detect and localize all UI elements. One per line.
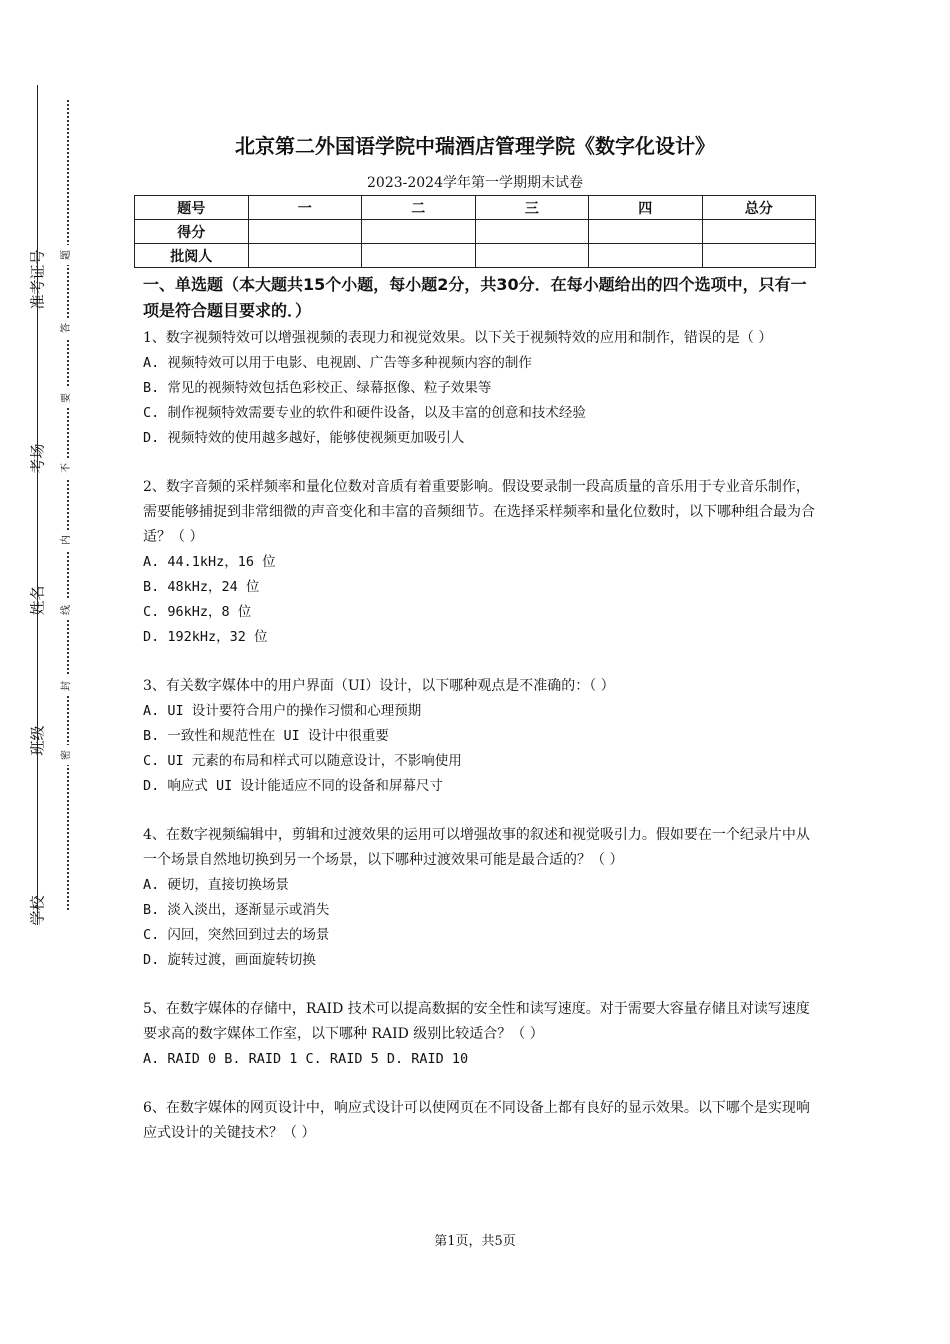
score-cell[interactable] — [702, 220, 816, 244]
option-c: C. 制作视频特效需要专业的软件和硬件设备，以及丰富的创意和技术经验 — [143, 405, 586, 421]
score-cell[interactable] — [475, 220, 589, 244]
question-stem: 1、数字视频特效可以增强视频的表现力和视觉效果。以下关于视频特效的应用和制作，错误的是（ ） — [143, 330, 773, 346]
seal-char: 封 — [57, 676, 77, 696]
section-heading: 一、单选题（本大题共15个小题，每小题2分，共30分．在每小题给出的四个选项中，只有一项是符合题目要求的．） — [143, 275, 807, 320]
seal-char: 题 — [57, 245, 77, 265]
question-stem: 5、在数字媒体的存储中，RAID 技术可以提高数据的安全性和读写速度。对于需要大容量存储且对读写速度要求高的数字媒体工作室，以下哪种 RAID 级别比较适合？（ ） — [143, 1001, 810, 1042]
option-line: A. RAID 0 B. RAID 1 C. RAID 5 D. RAID 10 — [143, 1051, 469, 1067]
seal-char: 密 — [57, 745, 77, 765]
grader-cell[interactable] — [589, 244, 703, 268]
field-name: 姓名 — [28, 585, 47, 616]
score-cell[interactable] — [589, 220, 703, 244]
option-b: B. 一致性和规范性在 UI 设计中很重要 — [143, 728, 389, 744]
question-6 — [143, 1096, 818, 1146]
question-2 — [143, 475, 818, 650]
grader-row — [135, 244, 816, 268]
option-b: B. 淡入淡出，逐渐显示或消失 — [143, 902, 330, 918]
question-stem: 2、数字音频的采样频率和量化位数对音质有着重要影响。假设要录制一段高质量的音乐用于专业音乐制作，需要能够捕捉到非常细微的声音变化和丰富的音频细节。在选择采样频率和量化位数时，以下哪种组合最为合适？（ ） — [143, 479, 815, 545]
exam-subtitle: 2023-2024学年第一学期期末试卷 — [367, 175, 583, 191]
option-a: A. 视频特效可以用于电影、电视剧、广告等多种视频内容的制作 — [143, 355, 532, 371]
exam-content — [143, 272, 818, 1170]
option-c: C. 96kHz，8 位 — [143, 604, 252, 620]
option-b: B. 48kHz，24 位 — [143, 579, 260, 595]
option-a: A. 44.1kHz，16 位 — [143, 554, 276, 570]
grader-cell[interactable] — [475, 244, 589, 268]
grader-row-label: 批阅人 — [135, 244, 249, 268]
binding-line — [37, 85, 38, 925]
binding-margin — [0, 0, 110, 1344]
option-d: D. 192kHz，32 位 — [143, 629, 268, 645]
grader-cell[interactable] — [362, 244, 476, 268]
score-header-cell: 总分 — [702, 196, 816, 220]
score-header-cell: 一 — [248, 196, 362, 220]
score-header-cell: 二 — [362, 196, 476, 220]
field-class: 班级 — [28, 725, 47, 756]
score-row-label: 得分 — [135, 220, 249, 244]
grader-cell[interactable] — [248, 244, 362, 268]
question-3 — [143, 674, 818, 799]
field-school: 学校 — [28, 895, 47, 926]
option-c: C. 闪回，突然回到过去的场景 — [143, 927, 330, 943]
option-a: A. 硬切，直接切换场景 — [143, 877, 289, 893]
question-4 — [143, 823, 818, 973]
exam-title: 北京第二外国语学院中瑞酒店管理学院《数字化设计》 — [235, 134, 715, 158]
seal-char: 不 — [57, 458, 77, 478]
score-table-header-row — [135, 196, 816, 220]
option-c: C. UI 元素的布局和样式可以随意设计，不影响使用 — [143, 753, 462, 769]
option-b: B. 常见的视频特效包括色彩校正、绿幕抠像、粒子效果等 — [143, 380, 492, 396]
score-header-cell: 题号 — [135, 196, 249, 220]
score-header-cell: 三 — [475, 196, 589, 220]
grader-cell[interactable] — [702, 244, 816, 268]
score-cell[interactable] — [248, 220, 362, 244]
score-header-cell: 四 — [589, 196, 703, 220]
page-number: 第1页，共5页 — [434, 1234, 516, 1249]
score-table — [134, 195, 816, 268]
field-exam-room: 考场 — [28, 443, 47, 474]
question-stem: 3、有关数字媒体中的用户界面（UI）设计，以下哪种观点是不准确的：（ ） — [143, 678, 615, 694]
score-cell[interactable] — [362, 220, 476, 244]
question-stem: 4、在数字视频编辑中，剪辑和过渡效果的运用可以增强故事的叙述和视觉吸引力。假如要在一个纪录片中从一个场景自然地切换到另一个场景，以下哪种过渡效果可能是最合适的？（ ） — [143, 827, 810, 868]
seal-char: 线 — [57, 600, 77, 620]
score-row — [135, 220, 816, 244]
seal-char: 答 — [57, 318, 77, 338]
option-d: D. 旋转过渡，画面旋转切换 — [143, 952, 316, 968]
question-5 — [143, 997, 818, 1072]
seal-char: 内 — [57, 530, 77, 550]
seal-char: 要 — [57, 388, 77, 408]
option-a: A. UI 设计要符合用户的操作习惯和心理预期 — [143, 703, 422, 719]
seal-dotted-line — [67, 100, 69, 910]
field-exam-number: 准考证号 — [28, 249, 47, 310]
option-d: D. 响应式 UI 设计能适应不同的设备和屏幕尺寸 — [143, 778, 443, 794]
question-1 — [143, 326, 818, 451]
option-d: D. 视频特效的使用越多越好，能够使视频更加吸引人 — [143, 430, 465, 446]
question-stem: 6、在数字媒体的网页设计中，响应式设计可以使网页在不同设备上都有良好的显示效果。以下哪个是实现响应式设计的关键技术？（ ） — [143, 1100, 810, 1141]
